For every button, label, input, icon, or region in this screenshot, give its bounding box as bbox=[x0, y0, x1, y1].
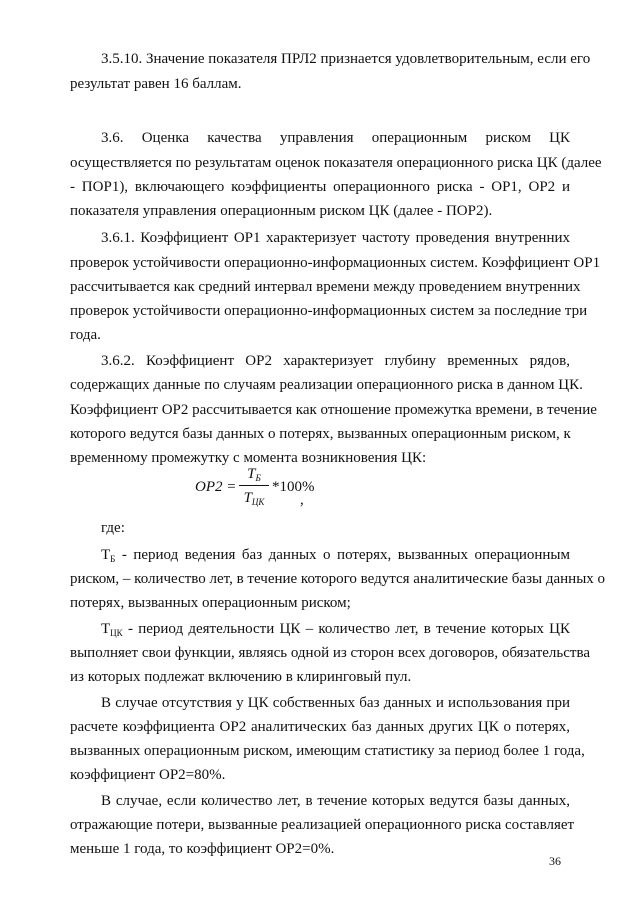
text-line: осуществляется по результатам оценок показателя операционного риска ЦК (далее bbox=[70, 155, 602, 171]
formula-rhs: *100% bbox=[272, 479, 315, 495]
text-line: 3.6. Оценка качества управления операционным риском ЦК bbox=[101, 130, 570, 146]
text-line: - ПОР1), включающего коэффициенты операционного риска - ОР1, ОР2 и bbox=[70, 179, 570, 195]
text-line: проверок устойчивости операционно-информационных систем за последние три bbox=[70, 303, 588, 319]
page-number: 36 bbox=[549, 854, 561, 868]
definition-line: $Т_Б$ - период ведения баз данных о потерях, вызванных операционным bbox=[101, 547, 570, 564]
text-line: временному промежутку с момента возникновения ЦК: bbox=[70, 450, 427, 466]
formula-comma: , bbox=[300, 492, 304, 508]
text-line: которого ведутся базы данных о потерях, вызванных операционным риском, к bbox=[70, 426, 571, 442]
formula-numerator: $T_Б$ bbox=[239, 463, 269, 486]
text-line: содержащих данные по случаям реализации операционного риска в данном ЦК. bbox=[70, 377, 583, 393]
tb-symbol: $Т_Б$ bbox=[101, 547, 116, 564]
text-line: Коэффициент ОР2 рассчитывается как отношение промежутка времени, в течение bbox=[70, 402, 597, 418]
text-line: из которых подлежат включению в клиринговый пул. bbox=[70, 669, 412, 685]
text-line: В случае отсутствия у ЦК собственных баз данных и использования при bbox=[101, 695, 570, 711]
text-line: риском, – количество лет, в течение которого ведутся аналитические базы данных о bbox=[70, 571, 606, 587]
text-line: В случае, если количество лет, в течение которых ведутся базы данных, bbox=[101, 793, 570, 809]
text-line: где: bbox=[101, 520, 125, 536]
formula bbox=[195, 463, 325, 515]
text-line: расчете коэффициента ОР2 аналитических баз данных других ЦК о потерях, bbox=[70, 719, 570, 735]
text-line: результат равен 16 баллам. bbox=[70, 76, 242, 92]
text-line: 3.5.10. Значение показателя ПРЛ2 признается удовлетворительным, если его bbox=[101, 51, 591, 67]
text-line: проверок устойчивости операционно-информационных систем. Коэффициент ОР1 bbox=[70, 255, 601, 271]
text-line: 3.6.1. Коэффициент ОР1 характеризует частоту проведения внутренних bbox=[101, 230, 570, 246]
text-line: выполняет свои функции, являясь одной из сторон всех договоров, обязательства bbox=[70, 645, 591, 661]
formula-fraction bbox=[239, 463, 269, 508]
text-line: года. bbox=[70, 327, 101, 343]
formula-lhs: OP2 = bbox=[195, 479, 237, 495]
text-line: отражающие потери, вызванные реализацией операционного риска составляет bbox=[70, 817, 575, 833]
text-line: потерях, вызванных операционным риском; bbox=[70, 595, 351, 611]
tck-symbol: $Т_{ЦК}$ bbox=[101, 621, 123, 638]
definition-line: $Т_{ЦК}$ - период деятельности ЦК – количество лет, в течение которых ЦК bbox=[101, 621, 570, 638]
formula-denominator: $T_{ЦК}$ bbox=[243, 490, 265, 507]
text-line: 3.6.2. Коэффициент ОР2 характеризует глубину временных рядов, bbox=[101, 353, 570, 369]
text-line: коэффициент ОР2=80%. bbox=[70, 767, 226, 783]
text-line: вызванных операционным риском, имеющим статистику за период более 1 года, bbox=[70, 743, 585, 759]
text-line: показателя управления операционным риском ЦК (далее - ПОР2). bbox=[70, 203, 493, 219]
text-line: меньше 1 года, то коэффициент ОР2=0%. bbox=[70, 841, 335, 857]
text-line: рассчитывается как средний интервал времени между проведением внутренних bbox=[70, 279, 581, 295]
